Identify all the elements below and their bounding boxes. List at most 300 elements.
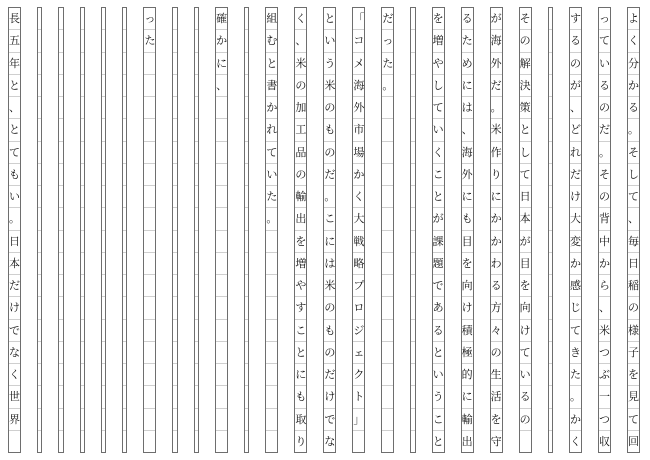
manuscript-cell bbox=[411, 409, 414, 431]
manuscript-cell bbox=[81, 208, 84, 230]
manuscript-cell: 、 bbox=[216, 75, 227, 97]
manuscript-cell: の bbox=[324, 297, 335, 319]
manuscript-cell: で bbox=[324, 409, 335, 431]
manuscript-cell bbox=[549, 30, 552, 52]
manuscript-cell: プ bbox=[353, 275, 364, 297]
column-gap bbox=[42, 7, 58, 453]
manuscript-cell bbox=[520, 431, 531, 452]
manuscript-cell bbox=[411, 142, 414, 164]
manuscript-cell bbox=[102, 409, 105, 431]
manuscript-cell: と bbox=[266, 53, 277, 75]
manuscript-cell bbox=[123, 53, 126, 75]
manuscript-cell: む bbox=[266, 30, 277, 52]
manuscript-cell: て bbox=[433, 97, 444, 119]
manuscript-cell bbox=[382, 364, 393, 386]
manuscript-cell bbox=[81, 253, 84, 275]
manuscript-cell bbox=[411, 342, 414, 364]
manuscript-cell: 、 bbox=[9, 97, 20, 119]
manuscript-cell: の bbox=[295, 164, 306, 186]
manuscript-cell bbox=[59, 8, 62, 30]
manuscript-cell bbox=[245, 186, 248, 208]
manuscript-cell: 大 bbox=[353, 208, 364, 230]
manuscript-cell: 向 bbox=[462, 275, 473, 297]
manuscript-cell: だ bbox=[599, 119, 610, 141]
manuscript-cell bbox=[382, 275, 393, 297]
manuscript-cell bbox=[144, 431, 155, 452]
manuscript-cell bbox=[411, 119, 414, 141]
manuscript-cell: て bbox=[9, 142, 20, 164]
manuscript-cell: か bbox=[599, 253, 610, 275]
manuscript-cell: 長 bbox=[9, 8, 20, 30]
manuscript-cell: 変 bbox=[570, 231, 581, 253]
manuscript-cell bbox=[549, 431, 552, 452]
manuscript-cell bbox=[144, 53, 155, 75]
manuscript-cell: 一 bbox=[599, 386, 610, 408]
manuscript-cell bbox=[81, 8, 84, 30]
manuscript-cell bbox=[195, 164, 198, 186]
manuscript-cell: ク bbox=[353, 364, 364, 386]
manuscript-cell: く bbox=[9, 364, 20, 386]
manuscript-cell bbox=[266, 386, 277, 408]
column-gap bbox=[21, 7, 37, 453]
manuscript-cell bbox=[549, 53, 552, 75]
manuscript-cell: く bbox=[433, 142, 444, 164]
manuscript-cell bbox=[549, 253, 552, 275]
manuscript-cell: い bbox=[599, 53, 610, 75]
manuscript-cell: こ bbox=[295, 320, 306, 342]
manuscript-cell: く bbox=[569, 434, 581, 448]
manuscript-cell bbox=[102, 119, 105, 141]
manuscript-cell bbox=[102, 342, 105, 364]
manuscript-cell bbox=[411, 186, 414, 208]
manuscript-cell: ら bbox=[599, 275, 610, 297]
manuscript-cell: 五 bbox=[9, 30, 20, 52]
manuscript-cell: に bbox=[462, 75, 473, 97]
manuscript-cell: て bbox=[628, 186, 639, 208]
manuscript-cell: そ bbox=[520, 8, 531, 30]
manuscript-cell: て bbox=[520, 164, 531, 186]
manuscript-cell: か bbox=[491, 208, 502, 230]
manuscript-cell: 大 bbox=[570, 208, 581, 230]
manuscript-cell: だ bbox=[570, 164, 581, 186]
manuscript-cell bbox=[59, 186, 62, 208]
manuscript-cell: い bbox=[520, 364, 531, 386]
column-gap bbox=[445, 7, 461, 453]
manuscript-cell bbox=[173, 342, 176, 364]
manuscript-cell bbox=[59, 97, 62, 119]
manuscript-cell bbox=[173, 8, 176, 30]
manuscript-cell: に bbox=[295, 364, 306, 386]
manuscript-cell bbox=[173, 409, 176, 431]
manuscript-cell: と bbox=[433, 342, 444, 364]
manuscript-cell: 確 bbox=[216, 8, 227, 30]
manuscript-cell: も bbox=[462, 208, 473, 230]
manuscript-cell: た bbox=[144, 30, 155, 52]
manuscript-cell bbox=[59, 142, 62, 164]
manuscript-cell: 的 bbox=[462, 364, 473, 386]
manuscript-cell bbox=[38, 119, 41, 141]
manuscript-cell: だ bbox=[9, 275, 20, 297]
manuscript-cell bbox=[81, 364, 84, 386]
manuscript-cell: け bbox=[9, 297, 20, 319]
manuscript-cell bbox=[549, 8, 552, 30]
manuscript-cell bbox=[549, 142, 552, 164]
manuscript-cell bbox=[216, 409, 227, 431]
manuscript-cell: だ bbox=[491, 75, 502, 97]
manuscript-cell bbox=[81, 431, 84, 452]
manuscript-cell bbox=[173, 208, 176, 230]
manuscript-cell: が bbox=[570, 75, 581, 97]
manuscript-cell: り bbox=[295, 434, 307, 448]
manuscript-cell bbox=[173, 97, 176, 119]
manuscript-cell bbox=[38, 53, 41, 75]
manuscript-cell: の bbox=[324, 142, 335, 164]
manuscript-cell: に bbox=[324, 231, 335, 253]
manuscript-cell: 。 bbox=[599, 142, 610, 164]
manuscript-cell bbox=[245, 119, 248, 141]
manuscript-cell: を bbox=[433, 8, 444, 30]
manuscript-cell: 分 bbox=[628, 53, 639, 75]
manuscript-cell: め bbox=[462, 53, 473, 75]
manuscript-cell: 日 bbox=[520, 186, 531, 208]
manuscript-cell bbox=[216, 320, 227, 342]
manuscript-cell: に bbox=[491, 186, 502, 208]
manuscript-cell bbox=[549, 186, 552, 208]
manuscript-cell bbox=[195, 30, 198, 52]
manuscript-cell bbox=[38, 275, 41, 297]
manuscript-column bbox=[8, 7, 21, 453]
manuscript-cell: 場 bbox=[353, 142, 364, 164]
manuscript-cell bbox=[195, 186, 198, 208]
manuscript-cell bbox=[411, 253, 414, 275]
manuscript-cell bbox=[123, 164, 126, 186]
manuscript-cell: て bbox=[599, 30, 610, 52]
manuscript-cell: 外 bbox=[353, 97, 364, 119]
manuscript-cell: と bbox=[324, 8, 335, 30]
manuscript-cell bbox=[382, 208, 393, 230]
manuscript-cell: す bbox=[570, 8, 581, 30]
column-gap bbox=[503, 7, 519, 453]
manuscript-cell bbox=[549, 386, 552, 408]
manuscript-cell: だ bbox=[382, 8, 393, 30]
manuscript-cell: か bbox=[628, 75, 639, 97]
manuscript-cell: 収 bbox=[598, 434, 610, 448]
manuscript-cell: 。 bbox=[491, 97, 502, 119]
manuscript-cell bbox=[123, 119, 126, 141]
manuscript-cell: つ bbox=[599, 409, 610, 431]
manuscript-cell: を bbox=[628, 364, 639, 386]
manuscript-cell bbox=[123, 409, 126, 431]
manuscript-cell: か bbox=[266, 97, 277, 119]
manuscript-cell: っ bbox=[599, 8, 610, 30]
manuscript-cell bbox=[38, 364, 41, 386]
manuscript-cell: し bbox=[628, 164, 639, 186]
manuscript-cell: っ bbox=[382, 30, 393, 52]
manuscript-cell: 書 bbox=[266, 75, 277, 97]
manuscript-cell: コ bbox=[353, 30, 364, 52]
manuscript-cell bbox=[123, 8, 126, 30]
manuscript-cell bbox=[266, 297, 277, 319]
manuscript-cell bbox=[411, 431, 414, 452]
manuscript-cell bbox=[59, 53, 62, 75]
manuscript-cell: と bbox=[520, 119, 531, 141]
manuscript-cell bbox=[411, 53, 414, 75]
manuscript-cell: な bbox=[324, 434, 336, 448]
manuscript-cell: 外 bbox=[462, 164, 473, 186]
manuscript-cell: 海 bbox=[462, 142, 473, 164]
manuscript-cell: 策 bbox=[520, 97, 531, 119]
column-gap bbox=[249, 7, 265, 453]
manuscript-cell: る bbox=[462, 8, 473, 30]
manuscript-column bbox=[627, 7, 640, 453]
manuscript-cell bbox=[266, 253, 277, 275]
manuscript-cell: の bbox=[491, 342, 502, 364]
manuscript-cell: け bbox=[324, 386, 335, 408]
manuscript-cell: と bbox=[9, 119, 20, 141]
column-gap bbox=[474, 7, 490, 453]
manuscript-cell bbox=[173, 253, 176, 275]
manuscript-cell: し bbox=[520, 142, 531, 164]
manuscript-cell: を bbox=[462, 253, 473, 275]
manuscript-cell bbox=[9, 431, 20, 452]
manuscript-cell: と bbox=[432, 434, 444, 448]
manuscript-cell bbox=[382, 342, 393, 364]
manuscript-cell bbox=[216, 297, 227, 319]
manuscript-cell: ェ bbox=[353, 342, 364, 364]
manuscript-cell bbox=[245, 30, 248, 52]
manuscript-cell: 毎 bbox=[628, 231, 639, 253]
manuscript-cell bbox=[59, 275, 62, 297]
manuscript-cell: 々 bbox=[491, 320, 502, 342]
manuscript-cell: 「 bbox=[353, 8, 364, 30]
manuscript-cell: の bbox=[599, 186, 610, 208]
manuscript-cell: か bbox=[570, 253, 581, 275]
manuscript-cell bbox=[245, 275, 248, 297]
manuscript-cell: け bbox=[520, 320, 531, 342]
manuscript-cell: 積 bbox=[462, 320, 473, 342]
manuscript-cell: を bbox=[295, 231, 306, 253]
column-gap bbox=[611, 7, 627, 453]
manuscript-cell bbox=[266, 320, 277, 342]
manuscript-cell bbox=[195, 75, 198, 97]
manuscript-cell bbox=[195, 364, 198, 386]
manuscript-cell: て bbox=[520, 342, 531, 364]
manuscript-column bbox=[294, 7, 307, 453]
manuscript-cell bbox=[245, 164, 248, 186]
manuscript-cell bbox=[266, 342, 277, 364]
manuscript-cell bbox=[173, 275, 176, 297]
manuscript-cell bbox=[549, 231, 552, 253]
manuscript-cell bbox=[266, 275, 277, 297]
manuscript-cell: た bbox=[266, 186, 277, 208]
manuscript-cell bbox=[549, 320, 552, 342]
manuscript-cell: ぶ bbox=[599, 364, 610, 386]
manuscript-cell: 回 bbox=[627, 434, 639, 448]
manuscript-cell: 米 bbox=[599, 320, 610, 342]
manuscript-cell bbox=[81, 297, 84, 319]
manuscript-cell bbox=[195, 208, 198, 230]
manuscript-cell: は bbox=[462, 97, 473, 119]
manuscript-cell bbox=[195, 142, 198, 164]
manuscript-cell bbox=[173, 164, 176, 186]
manuscript-cell bbox=[173, 186, 176, 208]
manuscript-cell: そ bbox=[628, 142, 639, 164]
manuscript-cell: 、 bbox=[628, 208, 639, 230]
manuscript-cell bbox=[382, 97, 393, 119]
manuscript-cell bbox=[245, 431, 248, 452]
manuscript-cell bbox=[173, 297, 176, 319]
manuscript-cell bbox=[59, 409, 62, 431]
manuscript-cell: 。 bbox=[570, 386, 581, 408]
manuscript-cell: あ bbox=[433, 297, 444, 319]
manuscript-cell bbox=[102, 30, 105, 52]
manuscript-cell: ど bbox=[570, 119, 581, 141]
manuscript-cell bbox=[411, 364, 414, 386]
manuscript-cell bbox=[411, 320, 414, 342]
manuscript-cell: け bbox=[570, 186, 581, 208]
manuscript-cell: 略 bbox=[353, 253, 364, 275]
manuscript-column bbox=[215, 7, 228, 453]
manuscript-cell: る bbox=[599, 75, 610, 97]
manuscript-cell: の bbox=[324, 97, 335, 119]
manuscript-cell: 背 bbox=[599, 208, 610, 230]
manuscript-cell bbox=[38, 342, 41, 364]
manuscript-cell: の bbox=[520, 409, 531, 431]
manuscript-column bbox=[323, 7, 336, 453]
manuscript-cell bbox=[173, 119, 176, 141]
manuscript-cell bbox=[123, 208, 126, 230]
manuscript-cell bbox=[81, 342, 84, 364]
manuscript-cell: 。 bbox=[382, 75, 393, 97]
manuscript-cell bbox=[173, 53, 176, 75]
manuscript-cell bbox=[173, 386, 176, 408]
manuscript-cell bbox=[102, 253, 105, 275]
manuscript-cell bbox=[216, 208, 227, 230]
manuscript-cell: り bbox=[491, 164, 502, 186]
manuscript-cell: そ bbox=[599, 164, 610, 186]
manuscript-cell bbox=[81, 275, 84, 297]
manuscript-cell: る bbox=[628, 97, 639, 119]
manuscript-cell bbox=[216, 275, 227, 297]
column-gap bbox=[278, 7, 294, 453]
manuscript-cell: 日 bbox=[628, 253, 639, 275]
manuscript-cell bbox=[266, 431, 277, 452]
manuscript-cell bbox=[245, 386, 248, 408]
manuscript-cell bbox=[144, 186, 155, 208]
manuscript-cell: つ bbox=[599, 342, 610, 364]
manuscript-cell: 界 bbox=[9, 409, 20, 431]
manuscript-cell: し bbox=[433, 75, 444, 97]
manuscript-sheet bbox=[8, 7, 640, 453]
manuscript-cell bbox=[411, 75, 414, 97]
manuscript-cell bbox=[173, 231, 176, 253]
manuscript-cell bbox=[245, 142, 248, 164]
manuscript-column bbox=[490, 7, 503, 453]
manuscript-cell bbox=[266, 409, 277, 431]
manuscript-cell: た bbox=[382, 53, 393, 75]
manuscript-cell bbox=[38, 231, 41, 253]
manuscript-cell bbox=[353, 431, 364, 452]
manuscript-cell bbox=[549, 275, 552, 297]
manuscript-cell bbox=[216, 431, 227, 452]
column-gap bbox=[394, 7, 410, 453]
manuscript-cell: 子 bbox=[628, 342, 639, 364]
manuscript-cell bbox=[102, 297, 105, 319]
manuscript-cell bbox=[59, 320, 62, 342]
manuscript-cell bbox=[549, 97, 552, 119]
manuscript-cell bbox=[123, 275, 126, 297]
manuscript-cell bbox=[173, 364, 176, 386]
manuscript-cell bbox=[38, 297, 41, 319]
manuscript-cell: か bbox=[216, 30, 227, 52]
manuscript-cell bbox=[81, 409, 84, 431]
manuscript-cell bbox=[195, 342, 198, 364]
manuscript-column bbox=[461, 7, 474, 453]
manuscript-cell bbox=[59, 164, 62, 186]
manuscript-cell: 。 bbox=[324, 186, 335, 208]
manuscript-cell bbox=[195, 320, 198, 342]
manuscript-cell bbox=[549, 364, 552, 386]
manuscript-cell: が bbox=[433, 208, 444, 230]
manuscript-cell bbox=[38, 409, 41, 431]
manuscript-cell bbox=[195, 409, 198, 431]
manuscript-cell bbox=[549, 119, 552, 141]
manuscript-cell: や bbox=[433, 53, 444, 75]
manuscript-cell: 目 bbox=[462, 231, 473, 253]
column-gap bbox=[199, 7, 215, 453]
manuscript-cell bbox=[411, 30, 414, 52]
manuscript-cell: か bbox=[491, 231, 502, 253]
manuscript-cell: す bbox=[295, 297, 306, 319]
manuscript-cell: る bbox=[570, 30, 581, 52]
manuscript-cell: こ bbox=[433, 409, 444, 431]
manuscript-cell bbox=[38, 164, 41, 186]
manuscript-cell bbox=[411, 231, 414, 253]
manuscript-cell bbox=[144, 142, 155, 164]
manuscript-cell bbox=[173, 431, 176, 452]
manuscript-cell bbox=[382, 297, 393, 319]
manuscript-cell: の bbox=[295, 75, 306, 97]
manuscript-cell: で bbox=[9, 320, 20, 342]
manuscript-cell: 増 bbox=[295, 253, 306, 275]
manuscript-column bbox=[381, 7, 394, 453]
manuscript-cell bbox=[38, 30, 41, 52]
manuscript-cell bbox=[123, 320, 126, 342]
column-gap bbox=[64, 7, 80, 453]
manuscript-cell: れ bbox=[570, 142, 581, 164]
manuscript-cell bbox=[245, 75, 248, 97]
manuscript-cell: 。 bbox=[628, 119, 639, 141]
manuscript-cell: じ bbox=[570, 297, 581, 319]
manuscript-cell: 海 bbox=[353, 75, 364, 97]
column-gap bbox=[365, 7, 381, 453]
manuscript-cell: 市 bbox=[353, 119, 364, 141]
manuscript-cell bbox=[102, 231, 105, 253]
manuscript-cell: 極 bbox=[462, 342, 473, 364]
manuscript-cell bbox=[59, 231, 62, 253]
column-gap bbox=[582, 7, 598, 453]
manuscript-column bbox=[143, 7, 156, 453]
manuscript-cell: に bbox=[462, 386, 473, 408]
manuscript-cell: 。 bbox=[266, 208, 277, 230]
manuscript-cell bbox=[123, 297, 126, 319]
manuscript-cell bbox=[549, 75, 552, 97]
manuscript-cell bbox=[144, 119, 155, 141]
manuscript-cell: て bbox=[570, 320, 581, 342]
manuscript-cell: 、 bbox=[570, 97, 581, 119]
manuscript-cell bbox=[38, 431, 41, 452]
manuscript-cell bbox=[59, 431, 62, 452]
